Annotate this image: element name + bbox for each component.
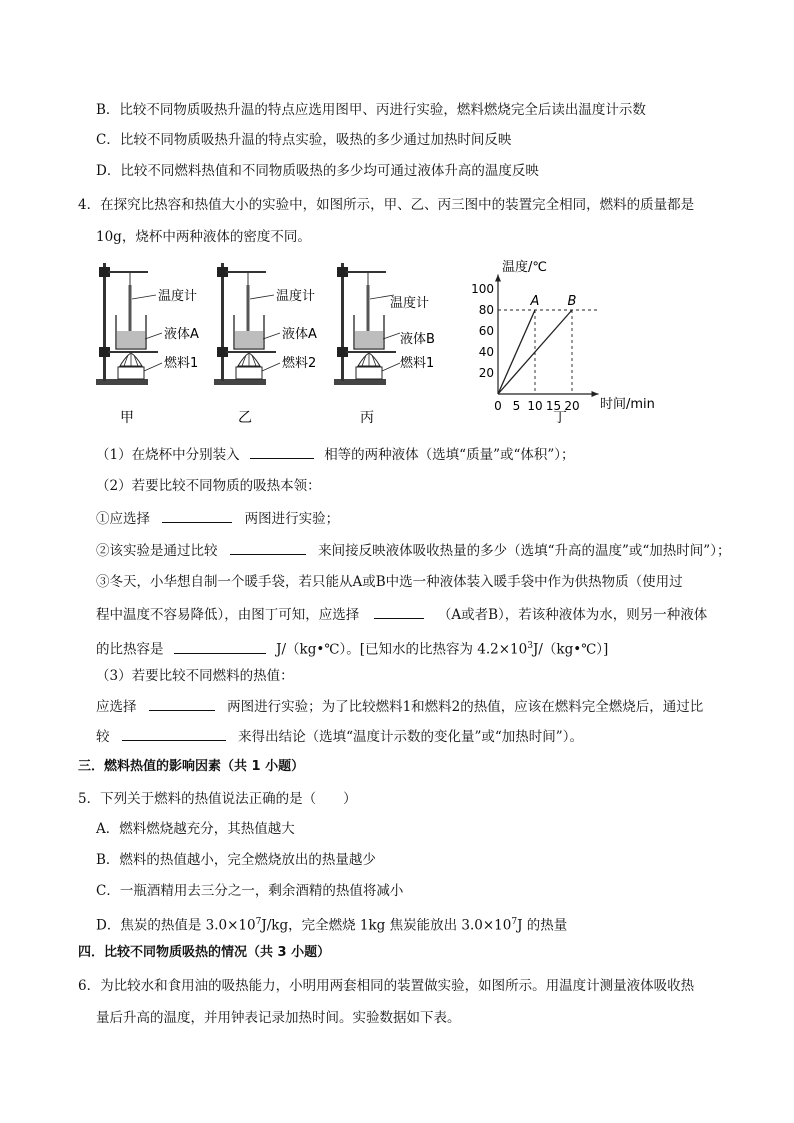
q5-option-d-text-c: J 的热量 <box>517 917 568 934</box>
series-label: B <box>567 294 577 309</box>
graph-series <box>498 294 600 394</box>
series-line-A <box>498 310 535 394</box>
q5-option-d-text-b: J/kg，完全燃烧 1kg 焦炭能放出 3.0×10 <box>261 917 512 934</box>
apparatus-bing <box>334 263 435 426</box>
series-label: A <box>530 294 540 309</box>
y-tick-label: 80 <box>478 303 494 317</box>
y-tick-label: 20 <box>478 366 494 380</box>
q4-part3-text-a: 应选择 <box>96 699 137 715</box>
q4-part1-answer-blank[interactable] <box>250 444 314 459</box>
apparatus-yi <box>214 263 317 426</box>
q4-part2-3-line3 <box>96 636 608 660</box>
q4-part2-2-text-b: 来间接反映液体吸收热量的多少（选填“升高的温度”或“加热时间”）； <box>318 543 731 559</box>
q4-part3-text-b: 两图进行实验；为了比较燃料1和燃料2的热值，应该在燃料完全燃烧后，通过比 <box>227 699 704 715</box>
y-axis-arrow <box>495 275 501 282</box>
q4-part2-3-text-c: 的比热容是 <box>96 641 164 658</box>
temperature-time-graph <box>471 259 655 426</box>
q4-part1-text-b: 相等的两种液体（选填“质量”或“体积”）； <box>324 447 575 463</box>
q4-part3-line2 <box>96 726 583 747</box>
q4-part3: （3）若要比较不同燃料的热值： <box>96 668 294 684</box>
q5-stem: 5．下列关于燃料的热值说法正确的是（ ） <box>78 791 357 807</box>
apparatus-jia <box>96 263 199 426</box>
x-tick-label: 5 <box>512 399 521 413</box>
thermometer-label: 温度计 <box>276 289 316 304</box>
q4-part2-3-text-a: 程中温度不容易降低），由图丁可知，应选择 <box>96 607 360 623</box>
q4-part2-3-text-d: J/（kg•℃）。[已知水的比热容为 4.2×10 <box>276 641 528 658</box>
q4-part2-3-text-b: （A或者B），若该种液体为水，则另一种液体 <box>437 607 708 623</box>
q4-part2-3-choice-blank[interactable] <box>374 604 424 619</box>
x-tick-label: 20 <box>564 399 580 413</box>
thermometer-label: 温度计 <box>390 296 430 311</box>
fuel-label: 燃料2 <box>282 356 317 371</box>
q4-part2-2 <box>96 540 730 561</box>
q4-part1-text-a: （1）在烧杯中分别装入 <box>96 447 240 463</box>
section-heading-3: 三．燃料热值的影响因素（共 1 小题） <box>78 759 305 774</box>
section-heading-4: 四．比较不同物质吸热的情况（共 3 小题） <box>78 945 331 960</box>
q4-part2-3-line1: ③冬天，小华想自制一个暖手袋，若只能从A或B中选一种液体装入暖手袋中作为供热物质（使用过 <box>96 574 683 590</box>
fuel-label: 燃料1 <box>164 356 199 371</box>
x-tick-label: 10 <box>527 399 543 413</box>
x-tick-label: 15 <box>545 399 562 413</box>
option-d-prev: D．比较不同燃料热值和不同物质吸热的多少均可通过液体升高的温度反映 <box>96 163 539 179</box>
q4-part2-1 <box>96 508 339 529</box>
q4-part2-1-answer-blank[interactable] <box>162 508 232 523</box>
liquid-label: 液体B <box>400 332 435 347</box>
apparatus-figure <box>90 255 670 435</box>
graph-ticks <box>471 282 580 413</box>
q5-option-d[interactable] <box>96 912 567 936</box>
q4-part2-3-text-e: J/（kg•℃）] <box>532 641 609 658</box>
q4-stem-line2: 10g，烧杯中两种液体的密度不同。 <box>96 229 311 245</box>
graph-axes <box>495 275 599 398</box>
q4-part2-2-text-a: ②该实验是通过比较 <box>96 543 218 559</box>
q6-stem-line2: 量后升高的温度，并用钟表记录加热时间。实验数据如下表。 <box>96 1010 461 1026</box>
liquid-label: 液体A <box>164 327 199 342</box>
figure-caption: 乙 <box>238 410 252 426</box>
q4-stem-line1: 4．在探究比热容和热值大小的实验中，如图所示，甲、乙、丙三图中的装置完全相同，燃料的质量都是 <box>78 197 695 213</box>
exponent: 3 <box>527 641 533 651</box>
q4-part2-1-text-b: 两图进行实验； <box>244 511 340 527</box>
figure-caption: 甲 <box>120 410 134 426</box>
q5-option-a[interactable]: A．燃料燃烧越充分，其热值越大 <box>96 821 295 837</box>
y-tick-label: 100 <box>471 282 494 296</box>
y-axis-label: 温度/℃ <box>502 260 547 275</box>
exponent: 7 <box>255 917 262 927</box>
q4-part2-3-value-blank[interactable] <box>174 639 266 654</box>
q5-option-c[interactable]: C．一瓶酒精用去三分之一，剩余酒精的热值将减小 <box>96 883 404 899</box>
q4-part2-1-text-a: ①应选择 <box>96 511 150 527</box>
y-tick-label: 40 <box>478 345 494 359</box>
q5-option-b[interactable]: B．燃料的热值越小，完全燃烧放出的热量越少 <box>96 852 376 868</box>
x-axis-label: 时间/min <box>600 397 655 412</box>
liquid-label: 液体A <box>282 327 317 342</box>
q4-part2-3-line2 <box>96 604 707 625</box>
x-tick-label: 0 <box>494 399 502 413</box>
q4-part3-choice-blank[interactable] <box>149 696 215 711</box>
graph-caption: 丁 <box>553 410 567 426</box>
fuel-label: 燃料1 <box>400 356 435 371</box>
q5-option-d-text-a: D．焦炭的热值是 3.0×10 <box>96 917 256 934</box>
q4-part3-line1 <box>96 696 703 717</box>
q4-part1 <box>96 444 575 465</box>
thermometer-label: 温度计 <box>158 289 198 304</box>
exponent: 7 <box>511 917 518 927</box>
q4-figure <box>90 255 670 435</box>
q4-part3-text-d: 来得出结论（选填“温度计示数的变化量”或“加热时间”）。 <box>238 729 583 745</box>
q4-part3-compare-blank[interactable] <box>122 726 226 741</box>
q4-part3-text-c: 较 <box>96 729 110 745</box>
option-c-prev: C．比较不同物质吸热升温的特点实验，吸热的多少通过加热时间反映 <box>96 132 512 148</box>
y-tick-label: 60 <box>478 324 494 338</box>
figure-caption: 丙 <box>360 410 374 426</box>
q4-part2: （2）若要比较不同物质的吸热本领： <box>96 478 321 494</box>
x-axis-arrow <box>592 391 599 397</box>
q4-part2-2-answer-blank[interactable] <box>230 540 306 555</box>
option-b-prev: B．比较不同物质吸热升温的特点应选用图甲、丙进行实验，燃料燃烧完全后读出温度计示数 <box>96 102 646 118</box>
q6-stem-line1: 6．为比较水和食用油的吸热能力，小明用两套相同的装置做实验，如图所示。用温度计测量液体吸收热 <box>78 978 695 994</box>
